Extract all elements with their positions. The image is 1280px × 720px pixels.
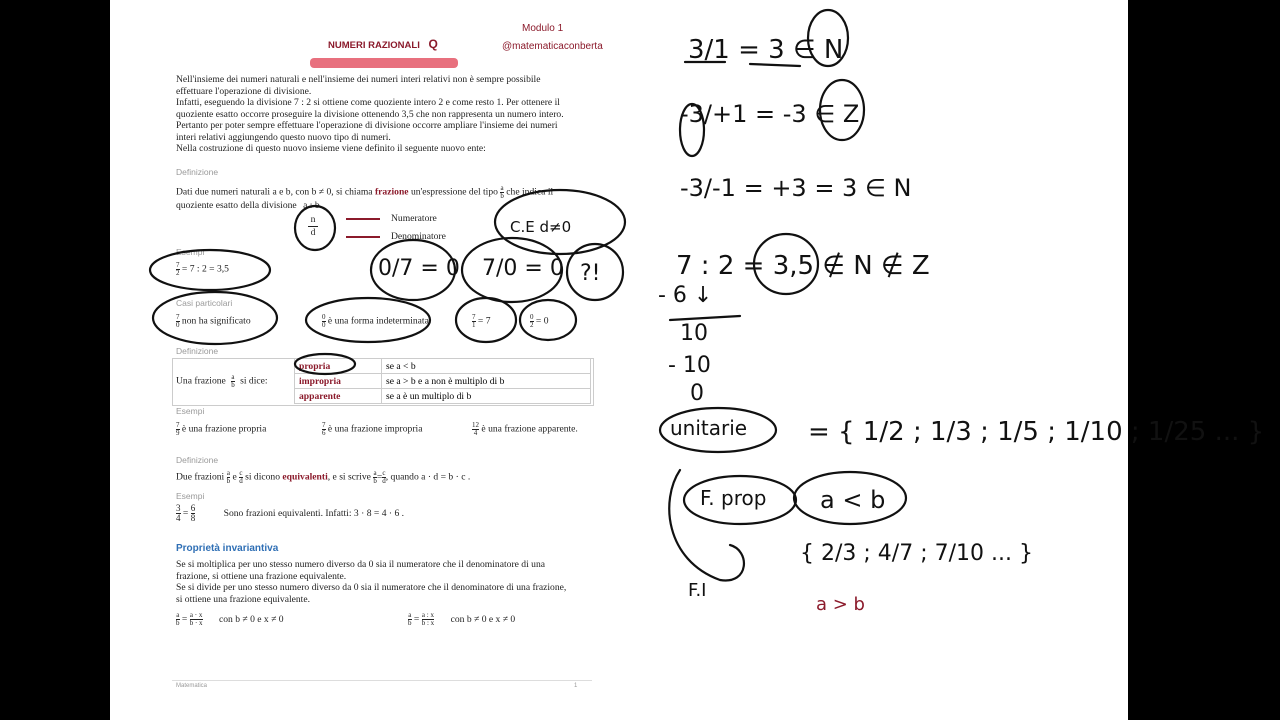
type-impropria: impropria bbox=[295, 374, 382, 389]
inv-formula-2: $\frac{a}{b}$ = $\frac{a : x}{b : x}$ con b ≠ 0 e x ≠ 0 bbox=[408, 611, 516, 627]
type-propria: propria bbox=[295, 359, 382, 374]
frac-7-1: $\frac{7}{1}$ bbox=[472, 313, 476, 329]
ink-circle-esempio bbox=[150, 250, 270, 290]
esempi3-row: $\frac{3}{4}$ = $\frac{6}{8}$ Sono frazioni equivalenti. Infatti: 3 · 8 = 4 · 6 . bbox=[176, 503, 405, 523]
cond-apparente: se a è un multiplo di b bbox=[382, 389, 591, 404]
title-text: NUMERI RAZIONALI bbox=[328, 40, 420, 51]
svg-text:- 6 ↓: - 6 ↓ bbox=[658, 283, 713, 308]
def3-a: Due frazioni bbox=[176, 471, 225, 483]
ink-circle-caso2 bbox=[306, 298, 430, 342]
invariantiva-heading: Proprietà invariantiva bbox=[176, 543, 279, 554]
frac-7-2: $\frac{7}{2}$ bbox=[176, 261, 180, 277]
title-symbol: Q bbox=[428, 37, 438, 51]
frac-c-d: $\frac{c}{d}$ bbox=[239, 469, 243, 485]
frac-12-4: $\frac{12}{4}$ bbox=[472, 421, 479, 437]
caso-3-text: = 7 bbox=[477, 315, 491, 327]
ink-right-column bbox=[658, 35, 1264, 615]
esempi2-e2-text: è una frazione impropria bbox=[327, 423, 423, 435]
def1-l1c: un'espressione del tipo bbox=[410, 186, 498, 198]
cond-propria: se a < b bbox=[382, 359, 591, 374]
frac-7-0: $\frac{7}{0}$ bbox=[176, 313, 180, 329]
numerator-symbol: n bbox=[308, 214, 318, 227]
esempi3-heading: Esempi bbox=[176, 491, 205, 501]
def1-l2b: a : b . bbox=[303, 200, 325, 211]
module-label: Modulo 1 bbox=[522, 23, 564, 34]
ink-circle-caso4 bbox=[520, 300, 576, 340]
def1-l1d: che indica il bbox=[506, 186, 554, 198]
casi-heading: Casi particolari bbox=[176, 298, 233, 308]
def3-heading: Definizione bbox=[176, 455, 219, 465]
def1-l2: quoziente esatto della divisione bbox=[176, 200, 297, 211]
caso-4-text: = 0 bbox=[535, 315, 549, 327]
svg-text:10: 10 bbox=[680, 321, 708, 346]
inv-cond1: con b ≠ 0 e x ≠ 0 bbox=[218, 613, 284, 625]
ink-altb: a < b bbox=[820, 486, 886, 514]
def2-heading: Definizione bbox=[176, 346, 219, 356]
frac-6-8: $\frac{6}{8}$ bbox=[190, 503, 196, 523]
def1-keyword: frazione bbox=[374, 186, 409, 198]
ink-circle-caso1 bbox=[153, 292, 277, 344]
def3-text: Due frazioni $\frac{a}{b}$ e $\frac{c}{d}$ si dicono equivalenti, e si scrive $\frac{a}{b}$ = $\frac{c}{d}$ , quando a · d = b · c . bbox=[176, 469, 471, 485]
intro-p3b: interi relativi aggiungendo questo nuovo tipo di numeri. bbox=[176, 131, 391, 143]
ink-l1: 3/1 = 3 ∈ N bbox=[688, 35, 844, 65]
handwriting-layer bbox=[110, 0, 1265, 720]
frac-7-9: $\frac{7}{9}$ bbox=[176, 421, 180, 437]
ink-agtb: a > b bbox=[816, 594, 865, 615]
def3-b: si dicono bbox=[245, 471, 281, 483]
inv-cond2: con b ≠ 0 e x ≠ 0 bbox=[450, 613, 516, 625]
svg-text:7/0 = 0: 7/0 = 0 bbox=[482, 256, 564, 281]
svg-text:0: 0 bbox=[690, 381, 704, 406]
inv-formula-1: $\frac{a}{b}$ = $\frac{a \cdot x}{b \cdot x}$ con b ≠ 0 e x ≠ 0 bbox=[176, 611, 284, 627]
frac-a-b-3: $\frac{a}{b}$ bbox=[226, 469, 231, 485]
svg-text:?!: ?! bbox=[580, 261, 601, 286]
frac-3-4: $\frac{3}{4}$ bbox=[176, 503, 181, 523]
inv-p1b: frazione, si ottiene una frazione equivalente. bbox=[176, 570, 347, 582]
ink-unitarie: unitarie bbox=[670, 416, 748, 440]
esempi2-heading: Esempi bbox=[176, 406, 205, 416]
intro-p1b: effettuare l'operazione di divisione. bbox=[176, 85, 312, 97]
esempi1-heading: Esempi bbox=[176, 247, 205, 257]
ink-l2: -3/+1 = -3 ∈ Z bbox=[680, 100, 860, 128]
author-handle: @matematicaconberta bbox=[502, 41, 603, 52]
ink-circle-nd bbox=[295, 206, 335, 250]
caso-1-text: non ha significato bbox=[181, 315, 251, 327]
frac-a-b-2: $\frac{a}{b}$ bbox=[231, 373, 235, 389]
ink-ce: C.E d≠0 bbox=[510, 218, 572, 236]
denominatore-label: Denominatore bbox=[391, 231, 446, 242]
ink-circle-caso3 bbox=[456, 298, 516, 342]
def2-lead-text: Una frazione bbox=[176, 375, 226, 387]
ink-fprop: F. prop bbox=[700, 486, 767, 510]
svg-text:= { 1/2 ; 1/3 ; 1/5 ; 1/10 ; 1: = { 1/2 ; 1/3 ; 1/5 ; 1/10 ; 1/25 ... } bbox=[808, 417, 1265, 447]
footer-left: Matematica bbox=[176, 683, 208, 689]
cond-impropria: se a > b e a non è multiplo di b bbox=[382, 374, 591, 389]
document-page bbox=[110, 0, 1265, 720]
denominator-symbol: d bbox=[310, 226, 316, 238]
def1-l1a: Dati due numeri naturali bbox=[176, 186, 271, 198]
frac-eq: $\frac{a}{b}$ bbox=[373, 469, 377, 485]
def3-c: , e si scrive bbox=[327, 471, 371, 483]
esempi2-e3-text: è una frazione apparente. bbox=[481, 423, 578, 435]
def3-d: , quando a · d = b · c . bbox=[385, 471, 471, 483]
intro-p3: Pertanto per poter sempre effettuare l'operazione di divisione occorre ampliare l'insieme dei numeri bbox=[176, 120, 558, 131]
frac-ax-bx: $\frac{a \cdot x}{b \cdot x}$ bbox=[189, 611, 203, 627]
def2-lead2-text: si dice: bbox=[240, 375, 268, 387]
svg-text:0/7 = 0: 0/7 = 0 bbox=[378, 256, 460, 281]
esempi2-e1-text: è una frazione propria bbox=[181, 423, 267, 435]
numeratore-label: Numeratore bbox=[391, 213, 437, 224]
def1-l1b: a e b, con b ≠ 0, si chiama bbox=[272, 186, 373, 198]
ink-l3: -3/-1 = +3 = 3 ∈ N bbox=[680, 174, 912, 202]
intro-p2: Infatti, eseguendo la divisione 7 : 2 si ottiene come quoziente intero 2 e come resto 1. Per ottenere il bbox=[176, 97, 560, 108]
frac-a-b-5: $\frac{a}{b}$ bbox=[408, 611, 412, 627]
ink-circle-propria bbox=[295, 354, 355, 374]
caso-2-text: è una forma indeterminata bbox=[327, 315, 429, 327]
frac-0-2: $\frac{0}{2}$ bbox=[530, 313, 534, 329]
frac-a-b-4: $\frac{a}{b}$ bbox=[176, 611, 180, 627]
intro-p2b: quoziente esatto occorre proseguire la divisione ottenendo 3,5 che non rappresenta un numero intero. bbox=[176, 108, 564, 120]
svg-text:{ 2/3 ; 4/7 ; 7/10 ... }: { 2/3 ; 4/7 ; 7/10 ... } bbox=[800, 541, 1033, 566]
frac-eq2: $\frac{c}{d}$ bbox=[382, 469, 386, 485]
inv-p2: Se si divide per uno stesso numero diverso da 0 sia il numeratore che il denominatore di una frazione, bbox=[176, 582, 567, 593]
footer-page: 1 bbox=[574, 683, 578, 689]
esempi1-example: = 7 : 2 = 3,5 bbox=[181, 263, 229, 275]
frac-a-b: $\frac{a}{b}$ bbox=[500, 184, 504, 200]
ink-underline-3 bbox=[670, 316, 740, 320]
type-apparente: apparente bbox=[295, 389, 382, 404]
ink-l4: 7 : 2 = 3,5 ∉ N ∉ Z bbox=[676, 251, 930, 281]
intro-p1: Nell'insieme dei numeri naturali e nell'insieme dei numeri interi relativi non è sempre possibile bbox=[176, 74, 541, 85]
inv-p1: Se si moltiplica per uno stesso numero diverso da 0 sia il numeratore che il denominatore di una bbox=[176, 559, 546, 570]
ink-fi: F.I bbox=[688, 580, 707, 601]
inv-p2b: si ottiene una frazione equivalente. bbox=[176, 593, 310, 605]
frac-7-6: $\frac{7}{6}$ bbox=[322, 421, 326, 437]
frac-0-0: $\frac{0}{0}$ bbox=[322, 313, 326, 329]
intro-p4: Nella costruzione di questo nuovo insieme viene definito il seguente nuovo ente: bbox=[176, 143, 486, 154]
frac-adivx: $\frac{a : x}{b : x}$ bbox=[421, 611, 435, 627]
def3-keyword: equivalenti bbox=[282, 471, 328, 483]
esempi3-text: Sono frazioni equivalenti. Infatti: 3 · 8 = 4 · 6 . bbox=[223, 507, 405, 519]
svg-text:- 10: - 10 bbox=[668, 353, 711, 378]
def1-heading: Definizione bbox=[176, 167, 219, 177]
